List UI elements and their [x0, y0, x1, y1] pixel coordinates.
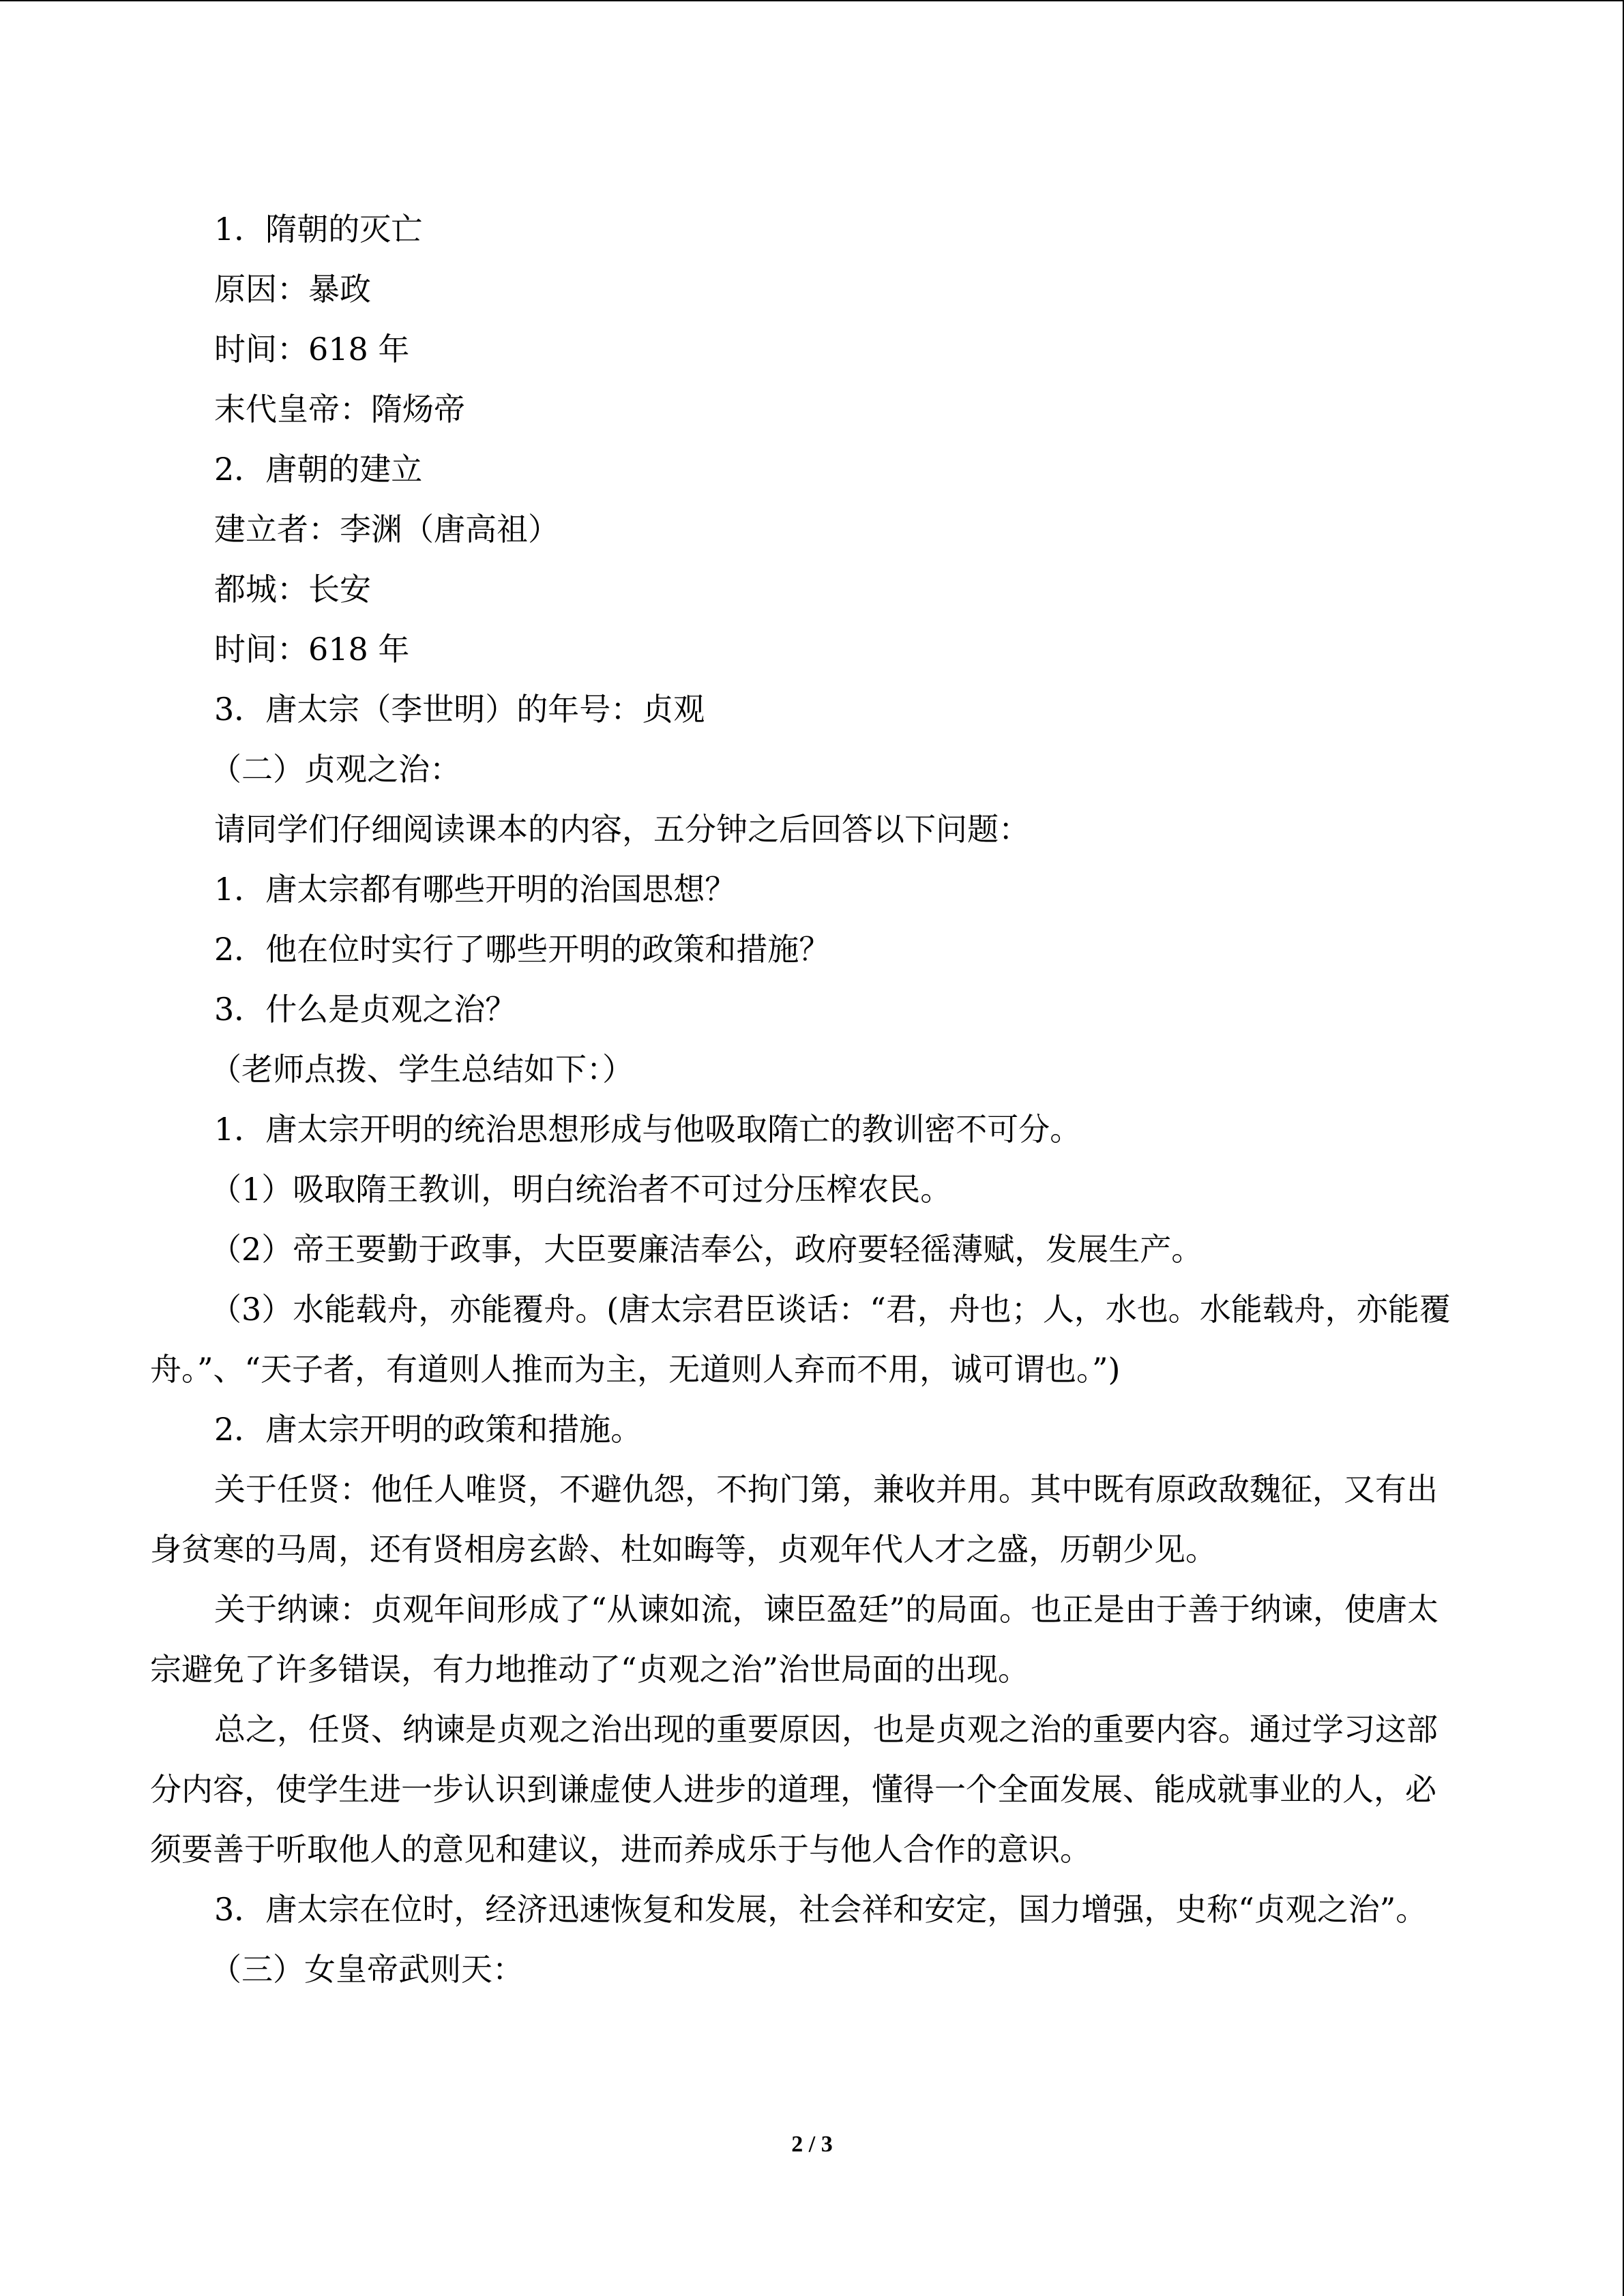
- text-line: 请同学们仔细阅读课本的内容，五分钟之后回答以下问题：: [214, 811, 1030, 848]
- heading-sui-fall: 1．隋朝的灭亡: [214, 211, 423, 248]
- answer-item: 2．唐太宗开明的政策和措施。: [214, 1411, 643, 1448]
- answer-item: 1．唐太宗开明的统治思想形成与他吸取隋亡的教训密不可分。: [214, 1111, 1082, 1148]
- text-line: （老师点拨、学生总结如下：）: [210, 1051, 634, 1088]
- section-heading-zhenguan: （二）贞观之治：: [210, 751, 461, 788]
- question-item: 2．他在位时实行了哪些开明的政策和措施？: [214, 931, 831, 968]
- page-number: 2 / 3: [791, 2132, 833, 2157]
- text-line: 原因：暴政: [214, 271, 371, 308]
- text-line: 时间：618 年: [214, 331, 410, 368]
- text-line: 3．唐太宗（李世明）的年号：贞观: [214, 691, 705, 728]
- paragraph-renxian: 关于任贤：他任人唯贤，不避仇怨，不拘门第，兼收并用。其中既有原政敌魏征，又有出身贫寒的马周，还有贤相房玄龄、杜如晦等，贞观年代人才之盛，历朝少见。: [150, 1471, 1438, 1568]
- paragraph-najian: 关于纳谏：贞观年间形成了“从谏如流，谏臣盈廷”的局面。也正是由于善于纳谏，使唐太宗避免了许多错误，有力地推动了“贞观之治”治世局面的出现。: [150, 1591, 1439, 1688]
- document-body: [150, 199, 1460, 1999]
- answer-subitem: （1）吸取隋王教训，明白统治者不可过分压榨农民。: [210, 1171, 952, 1208]
- paragraph-summary: 总之，任贤、纳谏是贞观之治出现的重要原因，也是贞观之治的重要内容。通过学习这部分内容，使学生进一步认识到谦虚使人进步的道理，懂得一个全面发展、能成就事业的人，必须要善于听取他人的意见和建议，进而养成乐于与他人合作的意识。: [150, 1711, 1438, 1868]
- answer-subitem: （2）帝王要勤于政事，大臣要廉洁奉公，政府要轻徭薄赋，发展生产。: [210, 1231, 1203, 1268]
- question-item: 1．唐太宗都有哪些开明的治国思想？: [214, 871, 737, 908]
- text-line: 时间：618 年: [214, 631, 410, 668]
- heading-tang-founding: 2．唐朝的建立: [214, 451, 423, 488]
- text-line: 建立者：李渊（唐高祖）: [214, 511, 559, 548]
- question-item: 3．什么是贞观之治？: [214, 991, 517, 1028]
- paragraph-zhenguan: 3．唐太宗在位时，经济迅速恢复和发展，社会祥和安定，国力增强，史称“贞观之治”。: [214, 1891, 1428, 1928]
- text-line: 末代皇帝：隋炀帝: [214, 391, 465, 428]
- section-heading-wuzetian: （三）女皇帝武则天：: [210, 1951, 524, 1988]
- paragraph-water-boat: （3）水能载舟，亦能覆舟。(唐太宗君臣谈话：“君，舟也；人，水也。水能载舟，亦能覆舟。”、“天子者，有道则人推而为主，无道则人弃而不用，诚可谓也。”): [150, 1291, 1451, 1388]
- text-line: 都城：长安: [214, 571, 371, 608]
